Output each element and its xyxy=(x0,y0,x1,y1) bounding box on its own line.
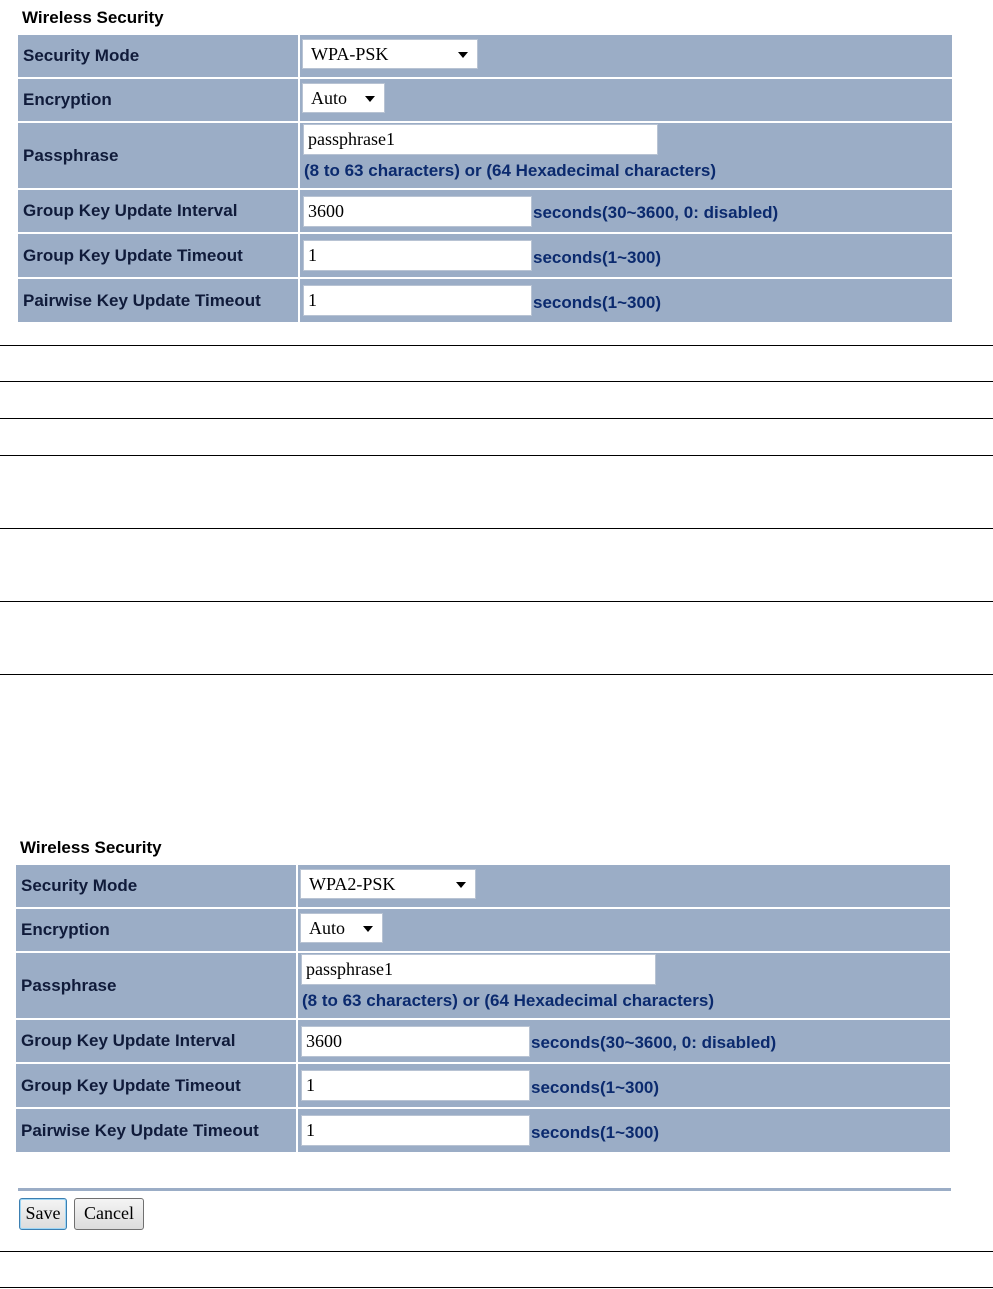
encryption-label: Encryption xyxy=(16,909,296,951)
group-key-interval-input[interactable]: 3600 xyxy=(303,196,532,227)
encryption-cell xyxy=(298,909,950,951)
encryption-value: Auto xyxy=(309,918,345,938)
divider xyxy=(0,674,993,675)
wireless-security-panel xyxy=(16,836,950,1152)
group-key-interval-label: Group Key Update Interval xyxy=(18,190,298,232)
group-key-timeout-label: Group Key Update Timeout xyxy=(16,1064,296,1107)
security-mode-row xyxy=(18,35,952,77)
encryption-select[interactable] xyxy=(302,83,385,113)
security-mode-select[interactable] xyxy=(302,39,478,69)
pairwise-key-timeout-cell xyxy=(298,1109,950,1152)
chevron-down-icon xyxy=(363,926,373,932)
security-mode-value: WPA2-PSK xyxy=(309,874,396,894)
group-key-timeout-row xyxy=(18,234,952,277)
security-mode-row xyxy=(16,865,950,907)
passphrase-input[interactable]: passphrase1 xyxy=(301,954,656,985)
passphrase-hint: (8 to 63 characters) or (64 Hexadecimal characters) xyxy=(302,991,714,1010)
security-mode-value: WPA-PSK xyxy=(311,44,389,64)
pairwise-key-timeout-row xyxy=(18,279,952,322)
encryption-cell xyxy=(300,79,952,121)
group-key-interval-hint: seconds(30~3600, 0: disabled) xyxy=(533,203,779,222)
group-key-interval-input[interactable]: 3600 xyxy=(301,1026,530,1057)
group-key-interval-row xyxy=(16,1020,950,1062)
group-key-timeout-cell xyxy=(300,234,952,277)
passphrase-cell xyxy=(300,123,952,188)
group-key-timeout-input[interactable]: 1 xyxy=(303,240,532,271)
passphrase-label: Passphrase xyxy=(18,123,298,188)
pairwise-key-timeout-label: Pairwise Key Update Timeout xyxy=(18,279,298,322)
group-key-interval-cell xyxy=(300,190,952,232)
save-button[interactable]: Save xyxy=(19,1198,67,1230)
pairwise-key-timeout-cell xyxy=(300,279,952,322)
divider xyxy=(0,601,993,602)
divider xyxy=(0,345,993,346)
pairwise-key-timeout-input[interactable]: 1 xyxy=(303,285,532,316)
pairwise-key-timeout-row xyxy=(16,1109,950,1152)
encryption-select[interactable] xyxy=(300,913,383,943)
group-key-timeout-input[interactable]: 1 xyxy=(301,1070,530,1101)
passphrase-row xyxy=(18,123,952,188)
panel-title: Wireless Security xyxy=(22,8,164,27)
divider xyxy=(0,381,993,382)
group-key-timeout-cell xyxy=(298,1064,950,1107)
encryption-label: Encryption xyxy=(18,79,298,121)
pairwise-key-timeout-hint: seconds(1~300) xyxy=(531,1123,660,1142)
group-key-timeout-row xyxy=(16,1064,950,1107)
chevron-down-icon xyxy=(456,882,466,888)
security-mode-cell xyxy=(298,865,950,907)
panel-title: Wireless Security xyxy=(20,838,162,857)
group-key-interval-hint: seconds(30~3600, 0: disabled) xyxy=(531,1033,777,1052)
group-key-timeout-hint: seconds(1~300) xyxy=(533,248,662,267)
passphrase-input[interactable]: passphrase1 xyxy=(303,124,658,155)
security-mode-label: Security Mode xyxy=(18,35,298,77)
divider xyxy=(0,528,993,529)
pairwise-key-timeout-input[interactable]: 1 xyxy=(301,1115,530,1146)
divider xyxy=(0,418,993,419)
encryption-row xyxy=(16,909,950,951)
cancel-button[interactable]: Cancel xyxy=(74,1198,144,1230)
action-bar-divider xyxy=(18,1188,951,1191)
passphrase-label: Passphrase xyxy=(16,953,296,1018)
encryption-row xyxy=(18,79,952,121)
chevron-down-icon xyxy=(458,52,468,58)
security-mode-label: Security Mode xyxy=(16,865,296,907)
divider xyxy=(0,1251,993,1252)
group-key-timeout-label: Group Key Update Timeout xyxy=(18,234,298,277)
group-key-interval-label: Group Key Update Interval xyxy=(16,1020,296,1062)
security-mode-cell xyxy=(300,35,952,77)
encryption-value: Auto xyxy=(311,88,347,108)
pairwise-key-timeout-hint: seconds(1~300) xyxy=(533,293,662,312)
wireless-security-panel xyxy=(18,6,952,322)
group-key-timeout-hint: seconds(1~300) xyxy=(531,1078,660,1097)
passphrase-row xyxy=(16,953,950,1018)
divider xyxy=(0,1287,993,1288)
passphrase-cell xyxy=(298,953,950,1018)
pairwise-key-timeout-label: Pairwise Key Update Timeout xyxy=(16,1109,296,1152)
chevron-down-icon xyxy=(365,96,375,102)
security-mode-select[interactable] xyxy=(300,869,476,899)
passphrase-hint: (8 to 63 characters) or (64 Hexadecimal characters) xyxy=(304,161,716,180)
divider xyxy=(0,455,993,456)
group-key-interval-row xyxy=(18,190,952,232)
group-key-interval-cell xyxy=(298,1020,950,1062)
